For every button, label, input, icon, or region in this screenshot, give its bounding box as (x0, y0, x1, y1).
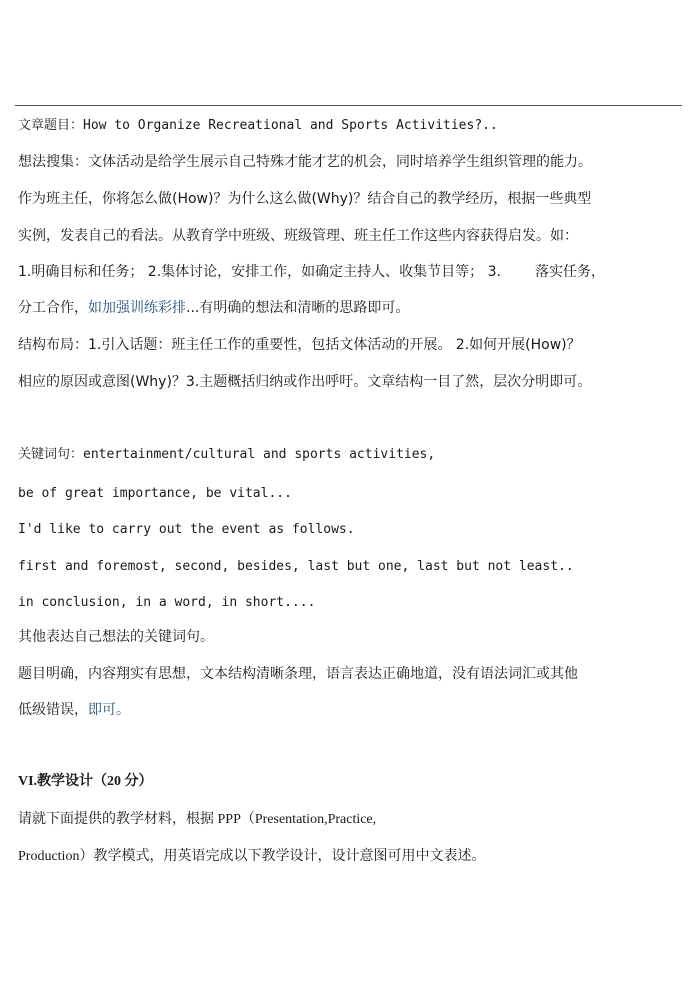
steps-cont-end: ...有明确的想法和清晰的思路即可。 (186, 300, 410, 316)
article-title-line: 文章题目：How to Organize Recreational and Sports Activities?.. (18, 118, 498, 133)
ideas-line-1: 想法搜集：文体活动是给学生展示自己特殊才能才艺的机会，同时培养学生组织管理的能力。 (18, 154, 592, 170)
ideas-line-3: 实例，发表自己的看法。从教育学中班级、班级管理、班主任工作这些内容获得启发。如： (18, 228, 578, 244)
keywords-line: 关键词句：entertainment/cultural and sports activities, (18, 447, 436, 462)
phrase-line-2: I'd like to carry out the event as follows. (18, 522, 355, 537)
criteria-line-2 (18, 701, 130, 719)
phrase-line-4: in conclusion, in a word, in short.... (18, 595, 316, 610)
structure-line-1: 结构布局：1.引入话题：班主任工作的重要性，包括文体活动的开展。 2.如何开展(How)？ (18, 337, 581, 353)
rehearsal-link-text: 如加强训练彩排 (88, 300, 186, 316)
steps-text: 1.明确目标和任务； 2.集体讨论，安排工作，如确定主持人、收集节目等； 3. (18, 264, 501, 280)
ideas-line-2: 作为班主任，你将怎么做(How)？为什么这么做(Why)？结合自己的教学经历，根据一些典型 (18, 191, 592, 207)
criteria-link-text: 即可。 (88, 702, 130, 718)
criteria-line-1: 题目明确，内容翔实有思想，文本结构清晰条理，语言表达正确地道，没有语法词汇或其他 (18, 666, 578, 682)
steps-cont: 分工合作， (18, 300, 88, 316)
ideas-line-4 (18, 263, 605, 281)
top-divider (15, 105, 682, 106)
phrase-line-3: first and foremost, second, besides, last but one, last but not least.. (18, 559, 574, 574)
criteria-text: 低级错误， (18, 702, 88, 718)
phrase-note: 其他表达自己想法的关键词句。 (18, 629, 214, 645)
structure-line-2: 相应的原因或意图(Why)？3.主题概括归纳或作出呼吁。文章结构一目了然，层次分明即可。 (18, 374, 592, 390)
task-line-2: Production）教学模式，用英语完成以下教学设计，设计意图可用中文表述。 (18, 849, 486, 864)
task-line-1: 请就下面提供的教学材料，根据 PPP（Presentation,Practice, (18, 812, 377, 827)
section-heading: VI.教学设计（20 分） (18, 774, 153, 789)
phrase-line-1: be of great importance, be vital... (18, 486, 292, 501)
ideas-line-5 (18, 299, 409, 317)
steps-text-end: 落实任务， (534, 264, 605, 280)
